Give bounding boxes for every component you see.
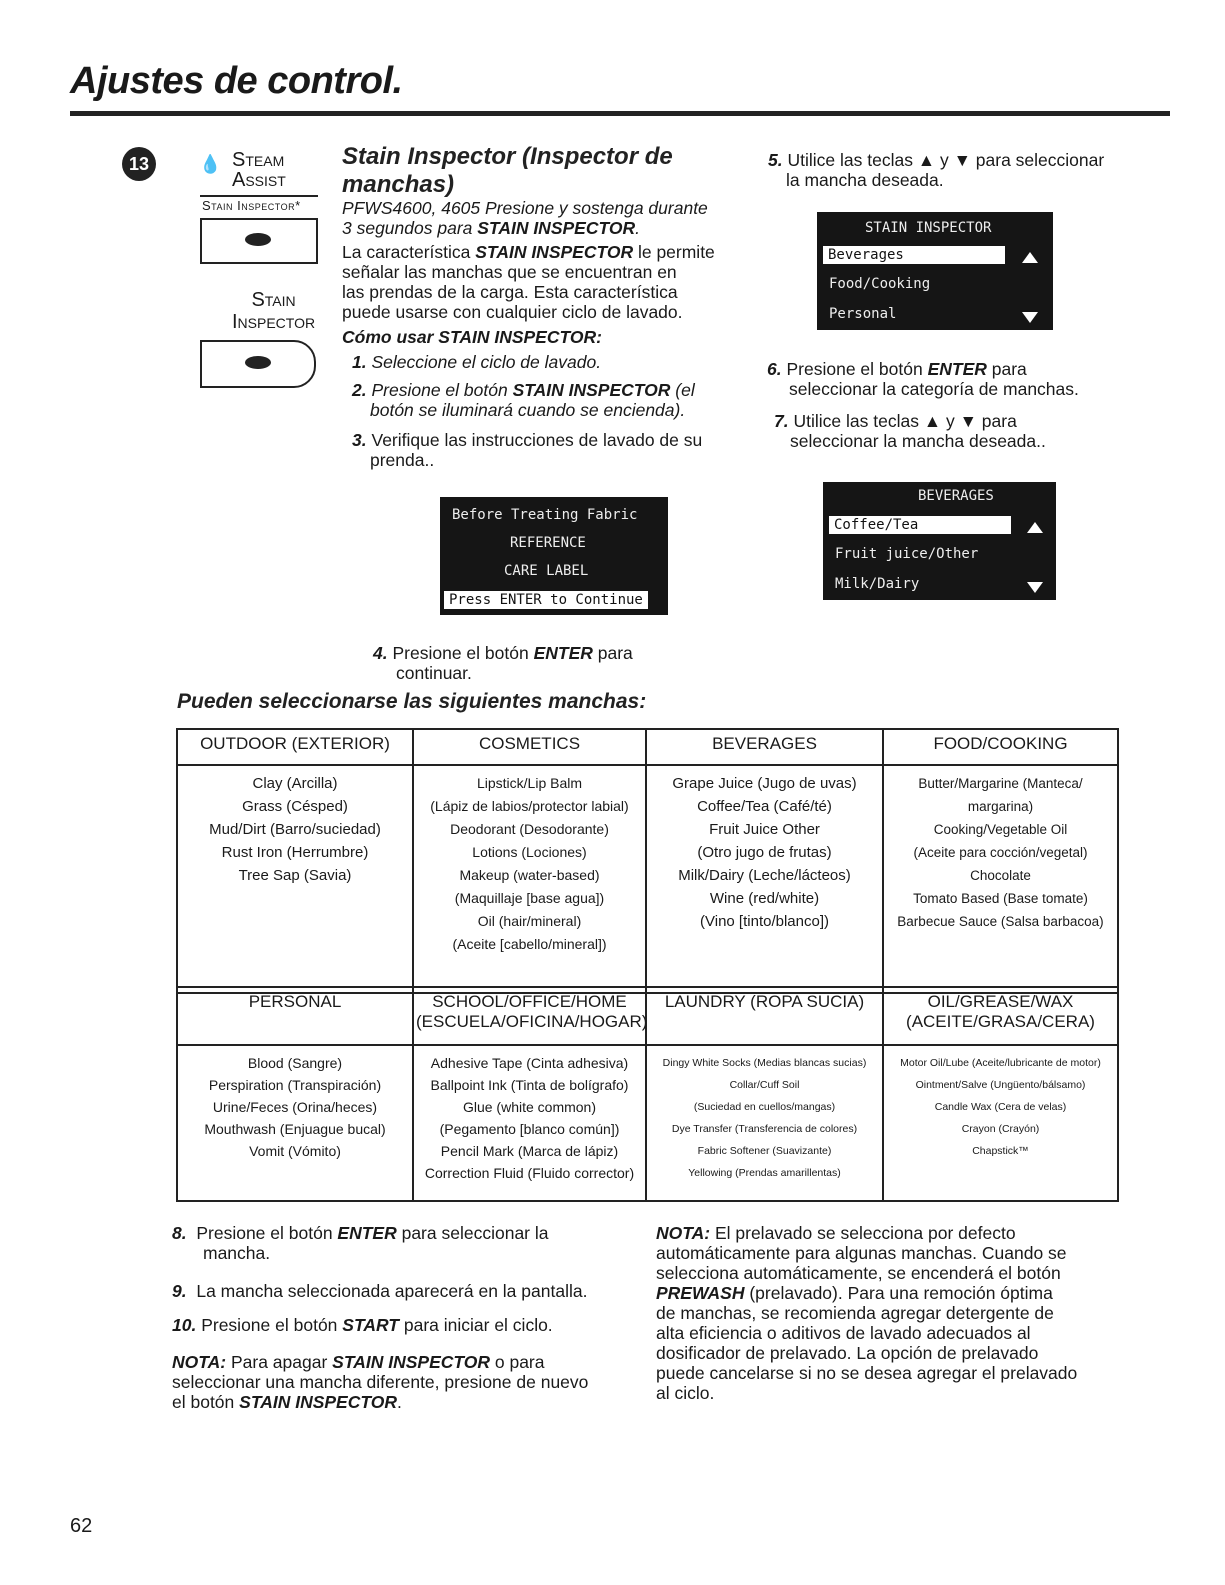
list-item: Adhesive Tape (Cinta adhesiva) xyxy=(430,1055,629,1071)
note1-line1: NOTA: Para apagar STAIN INSPECTOR o para xyxy=(172,1352,545,1372)
step-badge: 13 xyxy=(122,147,156,181)
header-school-office-home: SCHOOL/OFFICE/HOME (ESCUELA/OFICINA/HOGAR) xyxy=(413,987,646,1045)
step-2: 2. Presione el botón STAIN INSPECTOR (el botón se iluminará cuando se encienda). xyxy=(352,380,695,420)
note2-line4: PREWASH (prelavado). Para una remoción óptima xyxy=(656,1283,1053,1303)
list-item: Candle Wax (Cera de velas) xyxy=(934,1101,1067,1113)
list-item: Mouthwash (Enjuague bucal) xyxy=(204,1121,386,1137)
step-1: 1. Seleccione el ciclo de lavado. xyxy=(352,352,602,372)
list-item: Oil (hair/mineral) xyxy=(477,913,582,929)
list-item: Chocolate xyxy=(970,868,1031,883)
list-item: Deodorant (Desodorante) xyxy=(450,821,609,837)
list-item: Butter/Margarine (Manteca/ xyxy=(918,776,1083,791)
list-item: Milk/Dairy (Leche/lácteos) xyxy=(678,867,851,884)
lcd3-header: BEVERAGES xyxy=(918,488,994,504)
stain-inspector-button[interactable] xyxy=(200,340,316,388)
header-outdoor: OUTDOOR (EXTERIOR) xyxy=(177,729,413,765)
list-item: Clay (Arcilla) xyxy=(252,775,338,792)
list-item: (Otro jugo de frutas) xyxy=(697,844,832,861)
list-item: (Maquillaje [base agua]) xyxy=(454,890,605,906)
list-item: Rust Iron (Herrumbre) xyxy=(221,844,369,861)
step-3: 3. Verifique las instrucciones de lavado de su prenda.. xyxy=(352,430,703,470)
stain-inspector-button-label xyxy=(232,289,315,333)
cell-food-cooking xyxy=(883,765,1118,993)
step-6: 6. Presione el botón ENTER para seleccionar la categoría de manchas. xyxy=(767,359,1079,399)
models-line2: 3 segundos para STAIN INSPECTOR. xyxy=(342,218,640,238)
note2-line7: dosificador de prelavado. La opción de prelavado xyxy=(656,1343,1039,1363)
header-cosmetics: COSMETICS xyxy=(413,729,646,765)
stain-inspector-label: Stain Inspector* xyxy=(202,198,301,213)
list-item: Ballpoint Ink (Tinta de bolígrafo) xyxy=(430,1077,629,1093)
header-oil-grease-wax: OIL/GREASE/WAX (ACEITE/GRASA/CERA) xyxy=(883,987,1118,1045)
lcd-display-categories xyxy=(817,212,1053,330)
table-header-row xyxy=(177,729,1118,765)
step-5-line2: la mancha deseada. xyxy=(786,170,944,190)
stain-button-line1: Stain xyxy=(251,289,296,311)
note-stain-inspector xyxy=(172,1352,588,1412)
button-indicator-icon xyxy=(245,356,271,369)
cell-beverages xyxy=(646,765,883,993)
button-indicator-icon xyxy=(245,233,271,246)
step-7: 7. Utilice las teclas ▲ y ▼ para seleccionar la mancha deseada.. xyxy=(774,411,1046,451)
up-arrow-icon xyxy=(1022,252,1038,263)
down-arrow-icon xyxy=(1027,582,1043,593)
cell-cosmetics xyxy=(413,765,646,993)
models-note xyxy=(342,198,742,238)
list-item: Lipstick/Lip Balm xyxy=(476,775,583,791)
list-item: Cooking/Vegetable Oil xyxy=(933,822,1068,837)
list-item: Urine/Feces (Orina/heces) xyxy=(212,1099,378,1115)
stain-table-1 xyxy=(176,728,1119,994)
list-item: Blood (Sangre) xyxy=(247,1055,343,1071)
table-row xyxy=(177,765,1118,993)
step-4-line2: continuar. xyxy=(396,663,472,683)
section-title-line1: Stain Inspector (Inspector de xyxy=(342,143,673,170)
page-number: 62 xyxy=(70,1515,93,1537)
desc-line1: La característica STAIN INSPECTOR le permite xyxy=(342,242,715,262)
list-item: Fabric Softener (Suavizante) xyxy=(697,1145,832,1157)
table-row xyxy=(177,1045,1118,1201)
stain-table-2 xyxy=(176,986,1119,1202)
step-6-line2: seleccionar la categoría de manchas. xyxy=(789,379,1079,399)
note2-line1: NOTA: El prelavado se selecciona por defecto xyxy=(656,1223,1016,1243)
step-10: 10. Presione el botón START para iniciar el ciclo. xyxy=(172,1315,553,1335)
lcd2-item3: Personal xyxy=(829,306,897,322)
note2-line2: automáticamente para algunas manchas. Cuando se xyxy=(656,1243,1067,1263)
list-item: Lotions (Lociones) xyxy=(472,844,587,860)
page-title: Ajustes de control. xyxy=(70,60,403,102)
header-personal: PERSONAL xyxy=(177,987,413,1045)
list-item: Yellowing (Prendas amarillentas) xyxy=(688,1167,841,1179)
list-item: (Suciedad en cuellos/mangas) xyxy=(693,1101,836,1113)
note2-line9: al ciclo. xyxy=(656,1383,715,1403)
title-divider xyxy=(70,111,1170,116)
note-prewash xyxy=(656,1223,1077,1403)
lcd1-line2: REFERENCE xyxy=(510,535,586,551)
list-item: (Aceite para cocción/vegetal) xyxy=(913,845,1088,860)
list-item: Chapstick™ xyxy=(972,1145,1029,1157)
steam-label-line2: Assist xyxy=(232,169,286,191)
cell-school-office-home xyxy=(413,1045,646,1201)
desc-line4: puede usarse con cualquier ciclo de lavado. xyxy=(342,302,683,322)
list-item: (Aceite [cabello/mineral]) xyxy=(452,936,607,952)
section-title xyxy=(342,143,673,199)
down-arrow-icon xyxy=(1022,312,1038,323)
header-laundry: LAUNDRY (ROPA SUCIA) xyxy=(646,987,883,1045)
list-item: Glue (white common) xyxy=(462,1099,597,1115)
table-header-row xyxy=(177,987,1118,1045)
lcd2-item-selected: Beverages xyxy=(823,246,1005,264)
list-item: (Vino [tinto/blanco]) xyxy=(700,913,829,930)
note2-line6: alta eficiencia o aditivos de lavado adecuados al xyxy=(656,1323,1031,1343)
lcd-display-care-label xyxy=(440,497,668,615)
desc-line3: las prendas de la carga. Esta característica xyxy=(342,282,678,302)
note2-line5: de manchas, se recomienda agregar detergente de xyxy=(656,1303,1054,1323)
lcd3-item3: Milk/Dairy xyxy=(835,576,920,592)
cell-laundry xyxy=(646,1045,883,1201)
step-2-line2: botón se iluminará cuando se encienda). xyxy=(370,400,686,420)
step-3-line2: prenda.. xyxy=(370,450,435,470)
header-food-cooking: FOOD/COOKING xyxy=(883,729,1118,765)
list-item: Grape Juice (Jugo de uvas) xyxy=(672,775,857,792)
list-item: Pencil Mark (Marca de lápiz) xyxy=(440,1143,619,1159)
list-item: Collar/Cuff Soil xyxy=(729,1079,800,1091)
lcd1-line4: Press ENTER to Continue xyxy=(444,591,648,609)
list-item: Vomit (Vómito) xyxy=(249,1143,341,1159)
list-item: Makeup (water-based) xyxy=(459,867,600,883)
step-4: 4. Presione el botón ENTER para continuar. xyxy=(373,643,633,683)
step-7-line2: seleccionar la mancha deseada.. xyxy=(790,431,1046,451)
list-item: margarina) xyxy=(967,799,1034,814)
list-item: Crayon (Crayón) xyxy=(961,1123,1040,1135)
list-item: Tree Sap (Savia) xyxy=(238,867,352,884)
steam-assist-button[interactable] xyxy=(200,218,318,264)
models-line1: PFWS4600, 4605 Presione y sostenga durante xyxy=(342,198,708,218)
note2-line3: selecciona automáticamente, se encenderá el botón xyxy=(656,1263,1061,1283)
list-item: Correction Fluid (Fluido corrector) xyxy=(424,1165,635,1181)
list-item: Coffee/Tea (Café/té) xyxy=(697,798,832,815)
list-item: Wine (red/white) xyxy=(709,890,820,907)
steam-assist-label xyxy=(232,150,286,190)
step-8: 8. Presione el botón ENTER para seleccionar la mancha. xyxy=(172,1223,549,1263)
section-title-line2: manchas) xyxy=(342,171,455,198)
list-item: Perspiration (Transpiración) xyxy=(208,1077,382,1093)
desc-line2: señalar las manchas que se encuentran en xyxy=(342,262,677,282)
lcd2-item2: Food/Cooking xyxy=(829,276,931,292)
step-8-line2: mancha. xyxy=(203,1243,271,1263)
lcd2-header: STAIN INSPECTOR xyxy=(865,220,992,236)
stain-button-line2: Inspector xyxy=(232,311,316,333)
list-item: Ointment/Salve (Ungüento/bálsamo) xyxy=(915,1079,1086,1091)
step-9: 9. La mancha seleccionada aparecerá en la pantalla. xyxy=(172,1281,588,1301)
list-item: (Pegamento [blanco común]) xyxy=(439,1121,620,1137)
lcd1-line1: Before Treating Fabric xyxy=(452,507,638,523)
steam-drop-icon: 💧 xyxy=(199,154,222,174)
note1-line2: seleccionar una mancha diferente, presione de nuevo xyxy=(172,1372,589,1392)
cell-personal xyxy=(177,1045,413,1201)
note1-line3: el botón STAIN INSPECTOR. xyxy=(172,1392,402,1412)
feature-description xyxy=(342,242,742,322)
lcd3-item-selected: Coffee/Tea xyxy=(829,516,1011,534)
step-5: 5. Utilice las teclas ▲ y ▼ para seleccionar la mancha deseada. xyxy=(768,150,1105,190)
label-underline xyxy=(200,195,318,197)
cell-outdoor xyxy=(177,765,413,993)
howto-heading: Cómo usar STAIN INSPECTOR: xyxy=(342,327,602,347)
list-item: Dingy White Socks (Medias blancas sucias) xyxy=(662,1057,867,1069)
stains-heading: Pueden seleccionarse las siguientes manchas: xyxy=(177,690,647,713)
list-item: Fruit Juice Other xyxy=(709,821,820,838)
steam-label-line1: Steam xyxy=(232,149,285,171)
list-item: Barbecue Sauce (Salsa barbacoa) xyxy=(897,914,1104,929)
lcd-display-beverages xyxy=(823,482,1056,600)
note2-line8: puede cancelarse si no se desea agregar el prelavado xyxy=(656,1363,1078,1383)
header-beverages: BEVERAGES xyxy=(646,729,883,765)
list-item: Tomato Based (Base tomate) xyxy=(913,891,1088,906)
lcd3-item2: Fruit juice/Other xyxy=(835,546,979,562)
list-item: Motor Oil/Lube (Aceite/lubricante de motor) xyxy=(900,1057,1101,1069)
list-item: Mud/Dirt (Barro/suciedad) xyxy=(209,821,381,838)
up-arrow-icon xyxy=(1027,522,1043,533)
list-item: Dye Transfer (Transferencia de colores) xyxy=(671,1123,858,1135)
lcd1-line3: CARE LABEL xyxy=(504,563,589,579)
cell-oil-grease-wax xyxy=(883,1045,1118,1201)
list-item: Grass (Césped) xyxy=(242,798,348,815)
list-item: (Lápiz de labios/protector labial) xyxy=(430,798,629,814)
